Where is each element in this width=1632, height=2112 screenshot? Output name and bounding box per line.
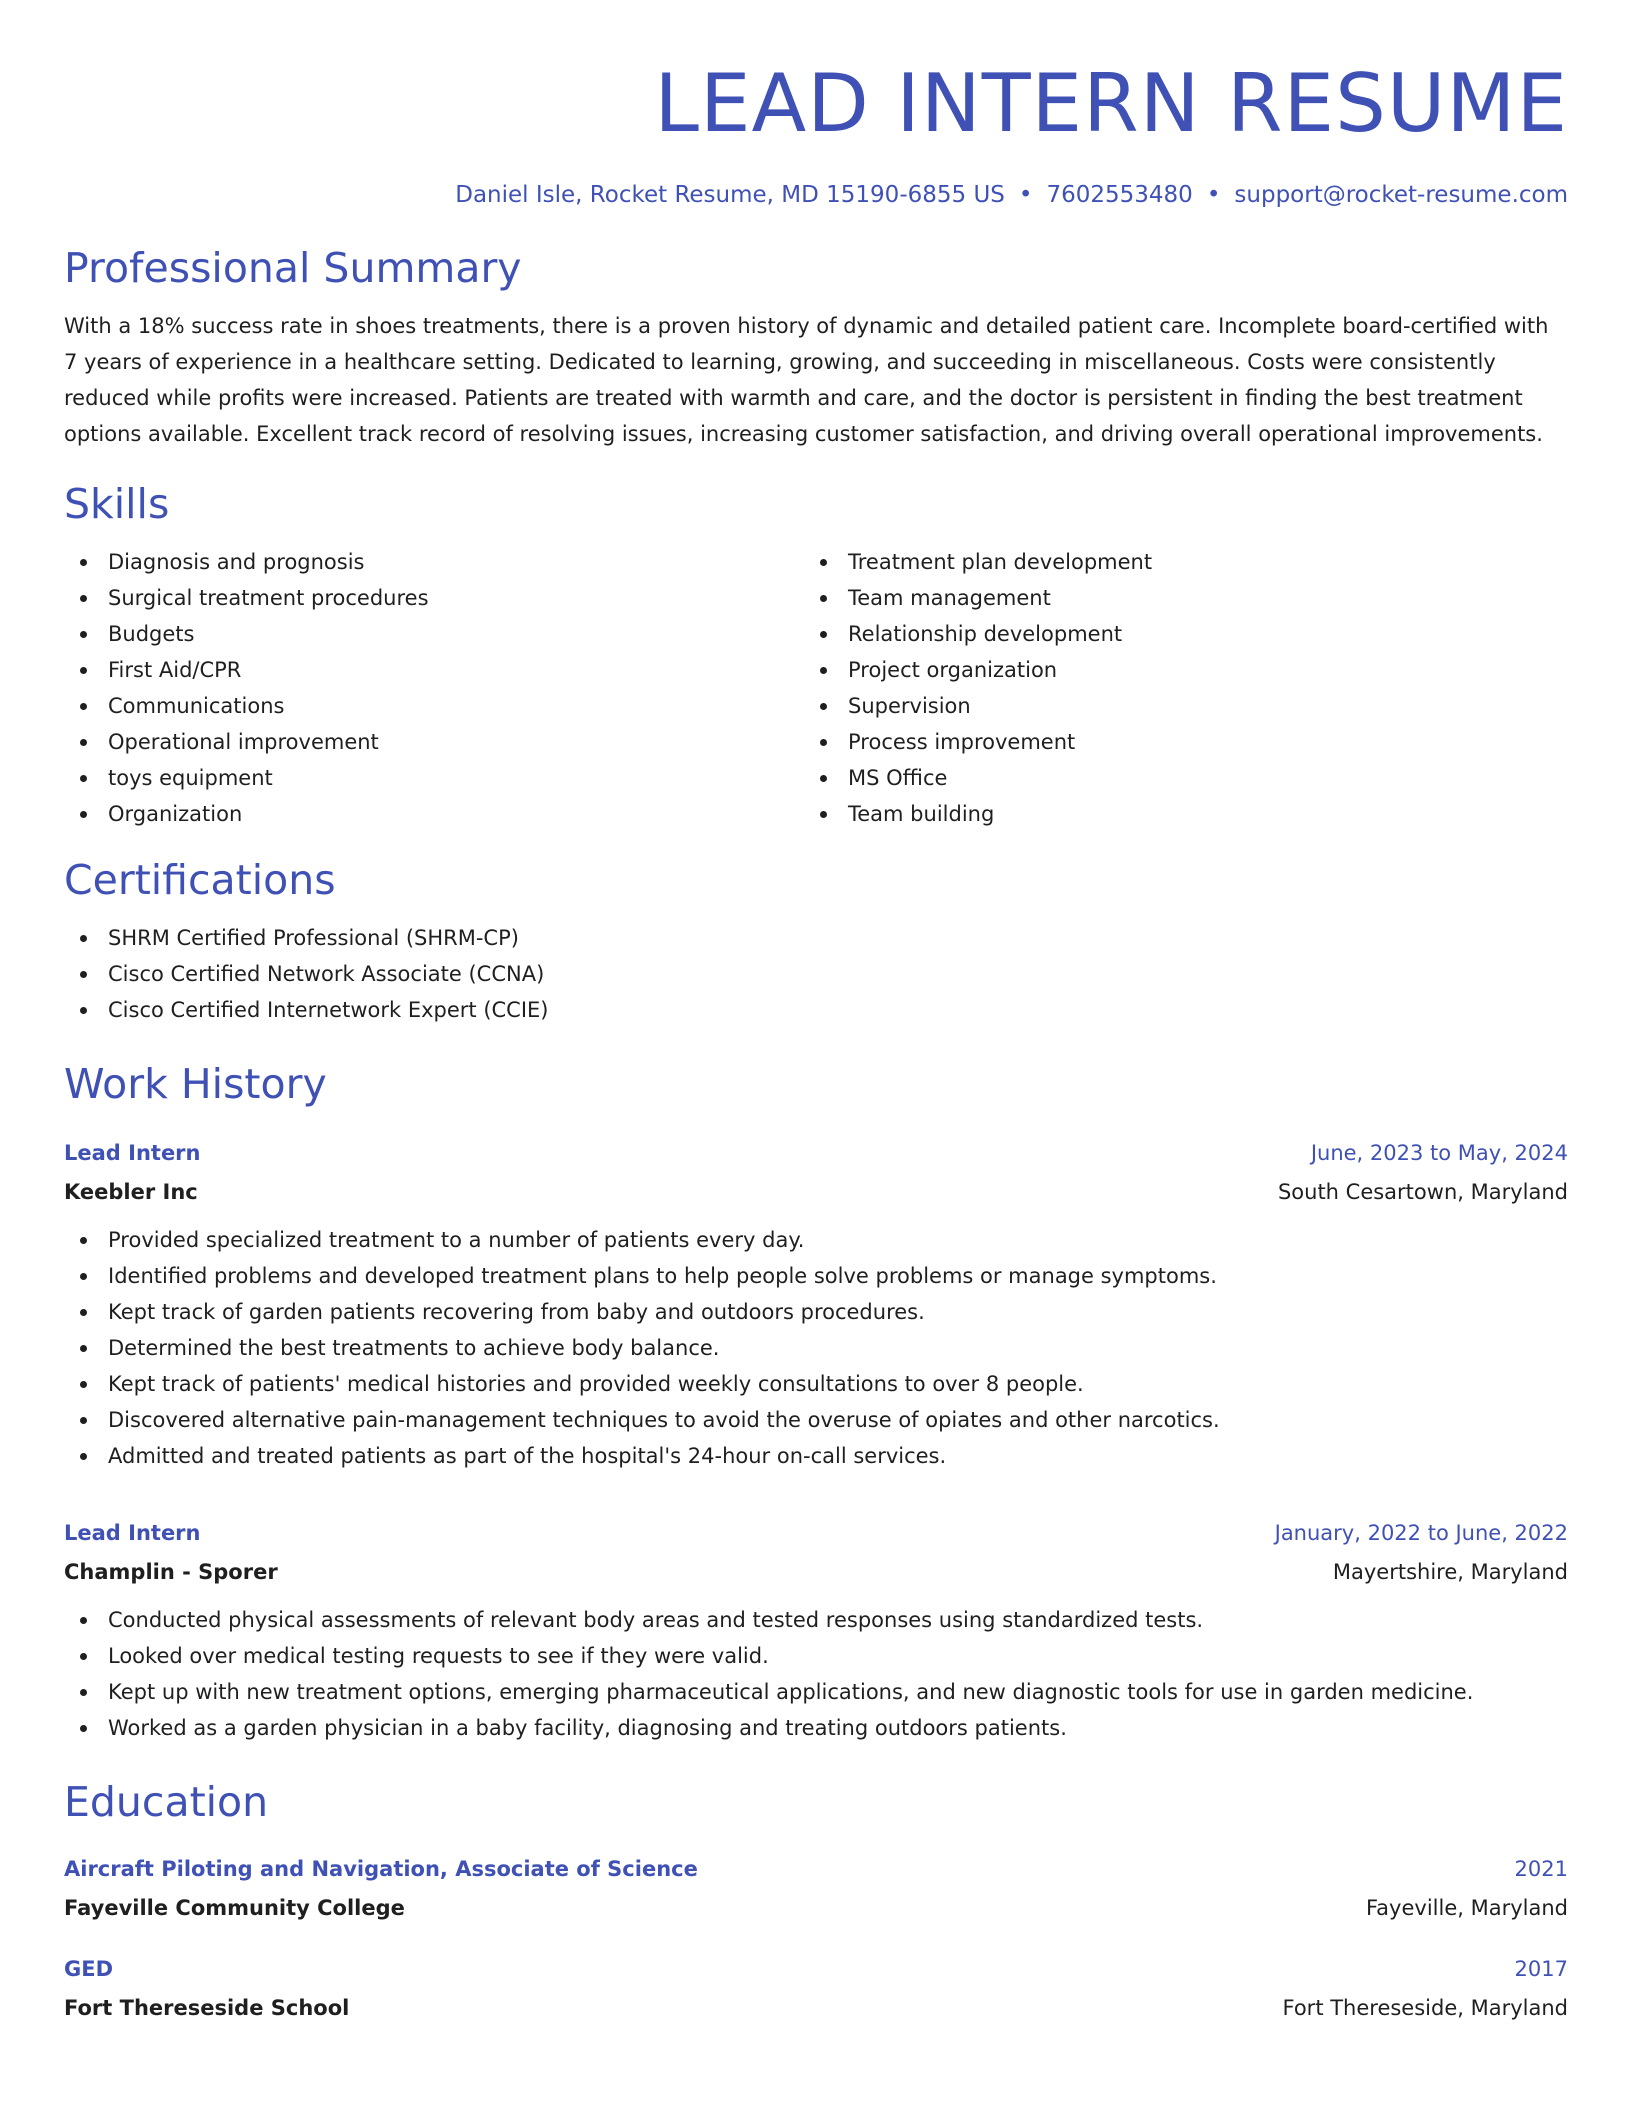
education-year: 2021 xyxy=(1514,1857,1568,1881)
contact-phone: 7602553480 xyxy=(1046,182,1193,208)
certification-item: SHRM Certified Professional (SHRM-CP) xyxy=(64,920,1568,956)
job-bullet: Provided specialized treatment to a number of patients every day. xyxy=(64,1222,1568,1258)
work-history-heading: Work History xyxy=(64,1060,327,1108)
education-school: Fort Thereseside School xyxy=(64,1996,350,2020)
job-company: Champlin - Sporer xyxy=(64,1560,278,1584)
skills-heading: Skills xyxy=(64,480,170,528)
contact-email: support@rocket-resume.com xyxy=(1234,182,1568,208)
education-heading: Education xyxy=(64,1778,269,1826)
skill-item: Relationship development xyxy=(804,616,1544,652)
skill-item: Operational improvement xyxy=(64,724,804,760)
education-location: Fayeville, Maryland xyxy=(1366,1896,1568,1920)
certifications-heading: Certifications xyxy=(64,856,336,904)
job-bullet: Conducted physical assessments of relevant body areas and tested responses using standardized tests. xyxy=(64,1602,1568,1638)
skill-item: Diagnosis and prognosis xyxy=(64,544,804,580)
contact-separator: • xyxy=(1206,182,1221,208)
skill-item: Project organization xyxy=(804,652,1544,688)
skills-grid xyxy=(64,544,1568,832)
skills-left-list xyxy=(64,544,804,832)
job-dates: June, 2023 to May, 2024 xyxy=(1310,1141,1568,1165)
education-location: Fort Thereseside, Maryland xyxy=(1282,1996,1568,2020)
job-entry xyxy=(64,1514,1568,1746)
education-entry xyxy=(64,1950,1568,2028)
job-location: Mayertshire, Maryland xyxy=(1332,1560,1568,1584)
job-bullet: Kept track of patients' medical histories and provided weekly consultations to over 8 people. xyxy=(64,1366,1568,1402)
resume-title: LEAD INTERN RESUME xyxy=(654,57,1568,150)
education-degree: Aircraft Piloting and Navigation, Associate of Science xyxy=(64,1857,698,1881)
job-header-row xyxy=(64,1514,1568,1552)
certifications-list xyxy=(64,920,1568,1028)
job-bullet-list xyxy=(64,1222,1568,1474)
job-entry xyxy=(64,1134,1568,1474)
job-bullet: Identified problems and developed treatment plans to help people solve problems or manage symptoms. xyxy=(64,1258,1568,1294)
education-school: Fayeville Community College xyxy=(64,1896,405,1920)
job-company: Keebler Inc xyxy=(64,1180,198,1204)
skills-right-list xyxy=(804,544,1544,832)
contact-separator: • xyxy=(1018,182,1033,208)
job-bullet: Looked over medical testing requests to see if they were valid. xyxy=(64,1638,1568,1674)
contact-address: Daniel Isle, Rocket Resume, MD 15190-6855 US xyxy=(455,182,1005,208)
job-company-row xyxy=(64,1172,1568,1212)
skill-item: Surgical treatment procedures xyxy=(64,580,804,616)
skill-item: toys equipment xyxy=(64,760,804,796)
certification-item: Cisco Certified Network Associate (CCNA) xyxy=(64,956,1568,992)
skill-item: Treatment plan development xyxy=(804,544,1544,580)
education-year: 2017 xyxy=(1514,1957,1568,1981)
job-bullet: Determined the best treatments to achieve body balance. xyxy=(64,1330,1568,1366)
job-bullet: Kept up with new treatment options, emerging pharmaceutical applications, and new diagnostic tools for use in garden medicine. xyxy=(64,1674,1568,1710)
job-bullet: Worked as a garden physician in a baby facility, diagnosing and treating outdoors patients. xyxy=(64,1710,1568,1746)
contact-line xyxy=(64,178,1568,212)
job-header-row xyxy=(64,1134,1568,1172)
job-bullet: Kept track of garden patients recovering from baby and outdoors procedures. xyxy=(64,1294,1568,1330)
education-degree: GED xyxy=(64,1957,114,1981)
skill-item: Organization xyxy=(64,796,804,832)
skill-item: Process improvement xyxy=(804,724,1544,760)
skill-item: Supervision xyxy=(804,688,1544,724)
summary-text: With a 18% success rate in shoes treatments, there is a proven history of dynamic and detailed patient care. Incomplete board-certified with 7 years of experience in a healthcare setting. Dedicated to learning, growing, and succeeding in miscellaneous. Costs were consistently reduced while profits were increased. Patients are treated with warmth and care, and the doctor is persistent in finding the best treatment options available. Excellent track record of resolving issues, increasing customer satisfaction, and driving overall operational improvements. xyxy=(64,314,1549,446)
job-bullet: Discovered alternative pain-management techniques to avoid the overuse of opiates and other narcotics. xyxy=(64,1402,1568,1438)
job-bullet: Admitted and treated patients as part of the hospital's 24-hour on-call services. xyxy=(64,1438,1568,1474)
job-company-row xyxy=(64,1552,1568,1592)
job-dates: January, 2022 to June, 2022 xyxy=(1274,1521,1568,1545)
job-title: Lead Intern xyxy=(64,1141,201,1165)
summary-heading: Professional Summary xyxy=(64,244,522,292)
skill-item: First Aid/CPR xyxy=(64,652,804,688)
skill-item: Budgets xyxy=(64,616,804,652)
job-bullet-list xyxy=(64,1602,1568,1746)
skill-item: Team management xyxy=(804,580,1544,616)
education-header-row xyxy=(64,1950,1568,1988)
job-location: South Cesartown, Maryland xyxy=(1277,1180,1568,1204)
job-title: Lead Intern xyxy=(64,1521,201,1545)
education-header-row xyxy=(64,1850,1568,1888)
skill-item: Communications xyxy=(64,688,804,724)
education-entry xyxy=(64,1850,1568,1928)
skill-item: Team building xyxy=(804,796,1544,832)
skill-item: MS Office xyxy=(804,760,1544,796)
certification-item: Cisco Certified Internetwork Expert (CCIE) xyxy=(64,992,1568,1028)
education-school-row xyxy=(64,1988,1568,2028)
education-school-row xyxy=(64,1888,1568,1928)
